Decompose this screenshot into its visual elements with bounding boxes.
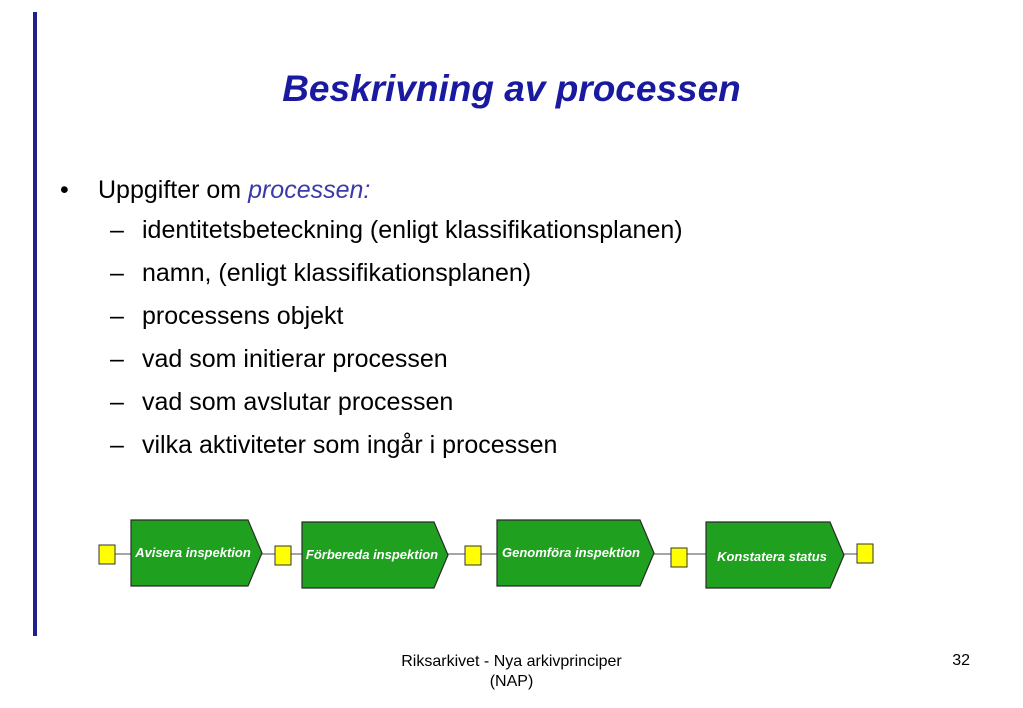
sub-item-text: processens objekt <box>142 302 344 330</box>
bullet-marker: • <box>60 176 69 204</box>
flow-connector <box>275 546 291 565</box>
page-number: 32 <box>952 652 970 669</box>
flow-connector <box>857 544 873 563</box>
footer-line-2: (NAP) <box>489 673 534 690</box>
footer-title <box>360 652 663 692</box>
flow-connector <box>465 546 481 565</box>
bullet-text-accent: processen <box>248 176 364 204</box>
sub-item-marker: – <box>110 345 124 373</box>
sub-item-marker: – <box>110 302 124 330</box>
process-step <box>497 520 654 586</box>
process-step-label: Genomföra inspektion <box>502 545 640 560</box>
sub-item-text: identitetsbeteckning (enligt klassifikationsplanen) <box>142 216 683 244</box>
process-step-label: Konstatera status <box>717 549 827 564</box>
sub-item-text: vad som avslutar processen <box>142 388 454 416</box>
sub-item-marker: – <box>110 216 124 244</box>
process-step-label: Förbereda inspektion <box>305 547 439 562</box>
process-step-label: Avisera inspektion <box>135 545 251 560</box>
flow-connector <box>671 548 687 567</box>
sub-item-marker: – <box>110 388 124 416</box>
sub-item-text: vilka aktiviteter som ingår i processen <box>142 431 558 459</box>
bullet-text-suffix: : <box>363 176 371 204</box>
process-step <box>302 522 448 588</box>
process-step <box>706 522 844 588</box>
sub-item-marker: – <box>110 431 124 459</box>
footer-line-1: Riksarkivet - Nya arkivprinciper <box>401 653 622 670</box>
process-step <box>131 520 262 586</box>
flow-connector <box>99 545 115 564</box>
sub-item-marker: – <box>110 259 124 287</box>
bullet-text <box>98 172 370 208</box>
sub-item-text: namn, (enligt klassifikationsplanen) <box>142 259 532 287</box>
sub-item-text: vad som initierar processen <box>142 345 448 373</box>
bullet-text-prefix: Uppgifter om <box>98 176 249 204</box>
slide-title: Beskrivning av processen <box>282 68 741 109</box>
